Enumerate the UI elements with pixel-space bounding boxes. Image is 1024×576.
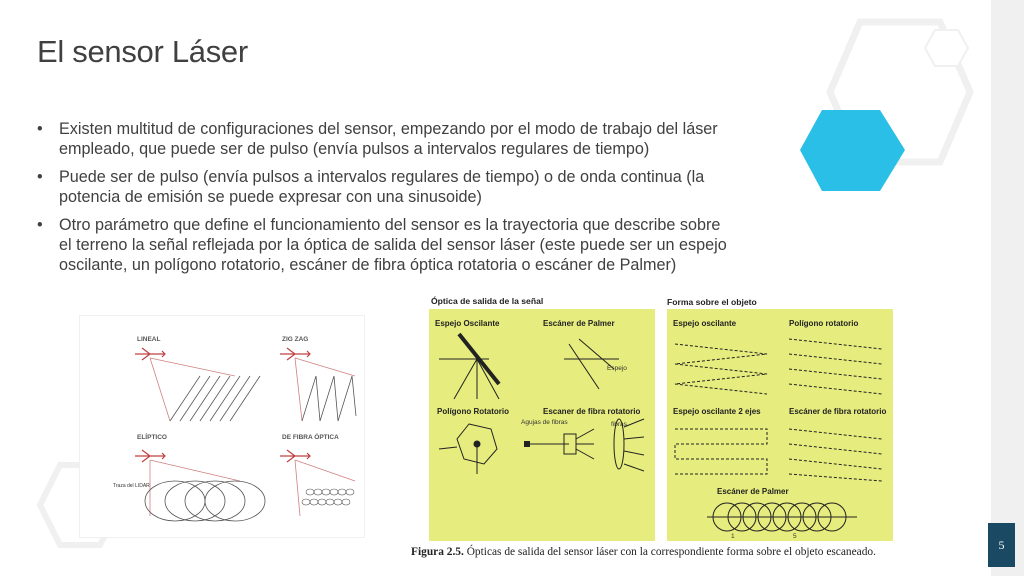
caption-text: Ópticas de salida del sensor láser con la correspondiente forma sobre el objeto escaneado. — [463, 546, 876, 558]
caption-label: Figura 2.5. — [411, 546, 464, 558]
zigzag-pattern — [302, 376, 356, 421]
bullet-item: • Puede ser de pulso (envía pulsos a intervalos regulares de tiempo) o de onda continua (la potencia de emisión se puede expresar con una sinusoide) — [37, 167, 737, 207]
emitter-icon — [524, 441, 530, 447]
bullet-item: • Existen multitud de configuraciones del sensor, empezando por el modo de trabajo del láser empleado, que puede ser de pulso (envía pulsos a intervalos regulares de tiempo) — [37, 119, 737, 159]
bullet-item: • Otro parámetro que define el funcionamiento del sensor es la trayectoria que describe sobre el terreno la señal reflejada por la óptica de salida del sensor láser (este puede ser un espejo oscilante, un polígono rotatorio, escáner de fibra óptica rotatoria o escáner de Palmer) — [37, 215, 737, 275]
label-fibra: DE FIBRA ÓPTICA — [282, 434, 339, 441]
optics-drawing — [429, 309, 655, 541]
bullet-list — [37, 119, 737, 283]
label-escaner-fibra: Escaner de fibra rotatorio — [543, 407, 641, 416]
figure-caption — [411, 546, 876, 558]
label-eliptico: ELÍPTICO — [137, 434, 167, 441]
shape-drawing — [667, 309, 893, 541]
label-agujas: Agujas de fibras — [521, 419, 568, 426]
label-num-1: 1 — [731, 533, 735, 540]
label-espejo-oscilante: Espejo Oscilante — [435, 319, 500, 328]
lineal-pattern — [170, 376, 260, 421]
fiber-pattern — [302, 489, 354, 505]
label-num-5: 5 — [793, 533, 797, 540]
label-lineal: LINEAL — [137, 336, 161, 343]
airplane-icon — [135, 348, 310, 462]
header-shape: Forma sobre el objeto — [667, 297, 757, 307]
scan-patterns-figure — [79, 315, 365, 538]
optics-panel — [429, 309, 655, 541]
hexagon-filled-blue — [800, 110, 905, 191]
shape-panel — [667, 309, 893, 541]
hexagon-filled-white — [925, 30, 968, 66]
label-fibras: fibras — [611, 421, 627, 428]
label-poligono-rotatorio: Polígono Rotatorio — [437, 407, 509, 416]
label-forma-palmer: Escáner de Palmer — [717, 487, 789, 496]
header-optics: Óptica de salida de la señal — [431, 296, 544, 306]
scan-patterns-drawing — [80, 316, 364, 537]
optics-figure — [409, 291, 913, 561]
label-forma-espejo2: Espejo oscilante 2 ejes — [673, 407, 761, 416]
slide-title: El sensor Láser — [37, 34, 248, 69]
label-escaner-palmer: Escáner de Palmer — [543, 319, 615, 328]
label-forma-espejo: Espejo oscilante — [673, 319, 737, 328]
label-forma-poligono: Polígono rotatorio — [789, 319, 859, 328]
label-traza: Traza del LIDAR — [113, 483, 150, 489]
label-espejo: Espejo — [607, 365, 627, 372]
label-zigzag: ZIG ZAG — [282, 336, 309, 343]
label-forma-fibra: Escáner de fibra rotatorio — [789, 407, 887, 416]
elliptic-pattern — [145, 481, 265, 521]
slide-number: 5 — [988, 523, 1015, 567]
